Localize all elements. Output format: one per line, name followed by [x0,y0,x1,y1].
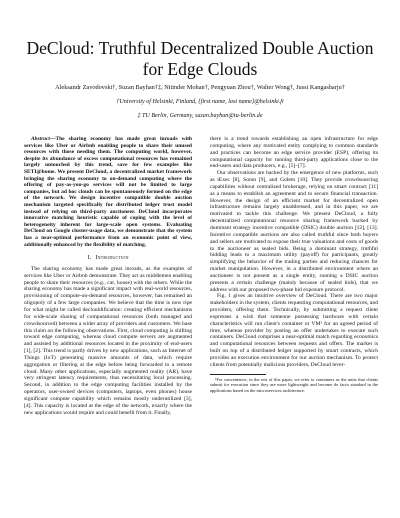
intro-paragraph-1: The sharing economy has made great inroads, as the examples of services like Uber or Airbnb demonstrate. They act as middlemen enabling people to share their resources (e.g., car, house) with the others. While the sharing economy has made a significant impact with real-world resources, provisioning of compute-on-demand resources, however, has remained an oligopoly of a few large companies. We believe that the time is now ripe for what might be called declouldification: creating efficient mechanisms for wide-scale sharing of computational resources (both managed and crowdsourced) between a wider array of providers and customers. We base this claim on the following observations. First, cloud computing is shifting toward edge computing, whereas cloud compute servers are augmented and assisted by additional resources located in the proximity of end-users [1], [2]. This trend is partly driven by new applications, such as Internet of Things (IoT) generating massive amounts of data, which require aggregation or filtering at the edge before being forwarded to a remote cloud. Many other applications, especially augmented reality (AR), have very stringent latency requirements, thus necessitating local processing. Second, in addition to the edge computing facilities installed by the operators, user-owned devices (computers, laptops, even phones) house significant compute capability which remains mostly underutilized [3], [4]. This capacity is located at the edge of the network, exactly where the new applications would require and could benefit from it. Finally, [24,265,192,416]
footnote-rule [210,374,266,375]
abstract-text: —The sharing economy has made great inroads with services like Uber or Airbnb enabling people to share their unused resources with those needing them. The computing world, however, despite its abundance of excess computational resources has remained largely untouched by this trend, save for few examples like SETI@home. We present DeCloud, a decentralized market framework bringing the sharing economy to on-demand computing where the offering of pay-as-you-go services will not be limited to large companies, but ad hoc clouds can be spontaneously formed on the edge of the network. We design incentive compatible double auction mechanism targeted specifically for distributed ledger trust model instead of relying on third-party auctioneer. DeCloud incorporates innovative matching heuristic capable of coping with the level of heterogeneity inherent for large-scale open systems. Evaluating DeCloud on Google cluster-usage data, we demonstrate that the system has a near-optimal performance from an economic point of view, additionally enhanced by the flexibility of matching. [24,136,192,248]
section-number: I. [87,254,92,262]
section-heading-introduction [24,255,192,262]
author-list: Aleksandr Zavodovski†, Suzan Bayhan†‡, Nitinder Mohan†, Pengyuan Zhou†, Walter Wong†, Jussi Kangasharju† [55,84,345,91]
right-column [210,136,378,393]
footnote: ¹For convenience, in the rest of this paper, we refer to containers as the units that clients submit for execution since they are more lightweight and become de facto standard in the applications based on the microservices architecture. [210,376,378,393]
abstract [24,136,192,248]
section-title: Introduction [95,254,129,262]
affiliation-tu-berlin: ‡ TU Berlin, Germany, suzan.bayhan@tu-berlin.de [137,113,263,119]
intro-paragraph-2: there is a trend towards establishing an open infrastructure for edge computing, where any motivated entity complying to common standards and practices can become an edge service provider (ESP), offering its computational capacity for running third-party applications close to the end-users and data producers, e.g., [5]–[7]. [210,136,378,170]
intro-paragraph-4: Fig. 1 gives an intuitive overview of DeCloud. There are two major stakeholders in the system, clients requesting computational resources, and providers, offering them. Technically, by submitting a request client expresses a wish that someone possessing hardware with certain characteristics will run client's container or VM¹ for an agreed period of time, whereas provider by posting an offer undertakes to execute such containers. DeCloud comprises a near-optimal match regarding economics and computational resources between requests and offers. The market is built on top of a distributed ledger supported by smart contracts, which provides an execution environment for our auction mechanism. To protect clients from potentially malicious providers, DeCloud lever- [210,293,378,368]
left-column [24,136,192,417]
abstract-lead: Abstract [31,136,50,142]
intro-paragraph-3: Our observations are backed by the emergence of new platforms, such as iExec [8], Sonm [9], and Golem [10]. They provide crowdsourcing capabilities without centralized brokerage, relying on smart contract [11] as a means to establish an agreement and to secure financial transaction. However, the design of an efficient market for decentralized open infrastructure remains largely unaddressed, and in this paper, we are motivated to tackle this challenge. We present DeCloud, a fully decentralized computational resource sharing framework backed by dominant strategy incentive compatible (DSIC) double auction [12], [13]. Incentive compatible auctions are also called truthful since both buyers and sellers are motivated to expose their true valuations and costs of goods to the auctioneer as sealed bids. Being a dominant strategy, truthful bidding leads to a maximum utility (payoff) for participants, greatly simplifying the behavior of the trading parties and reducing chances for market manipulation. However, in a distributed environment where an auctioneer is not present as a single entity, running a DSIC auction presents a certain challenge (mainly because of sealed bids), that we address with our proposed two-phase bid exposure protocol. [210,170,378,293]
affiliation-helsinki: †University of Helsinki, Finland, {first name, last name}@helsinki.fi [116,99,284,105]
paper-title: DeCloud: Truthful Decentralized Double Auction for Edge Clouds [26,38,374,79]
